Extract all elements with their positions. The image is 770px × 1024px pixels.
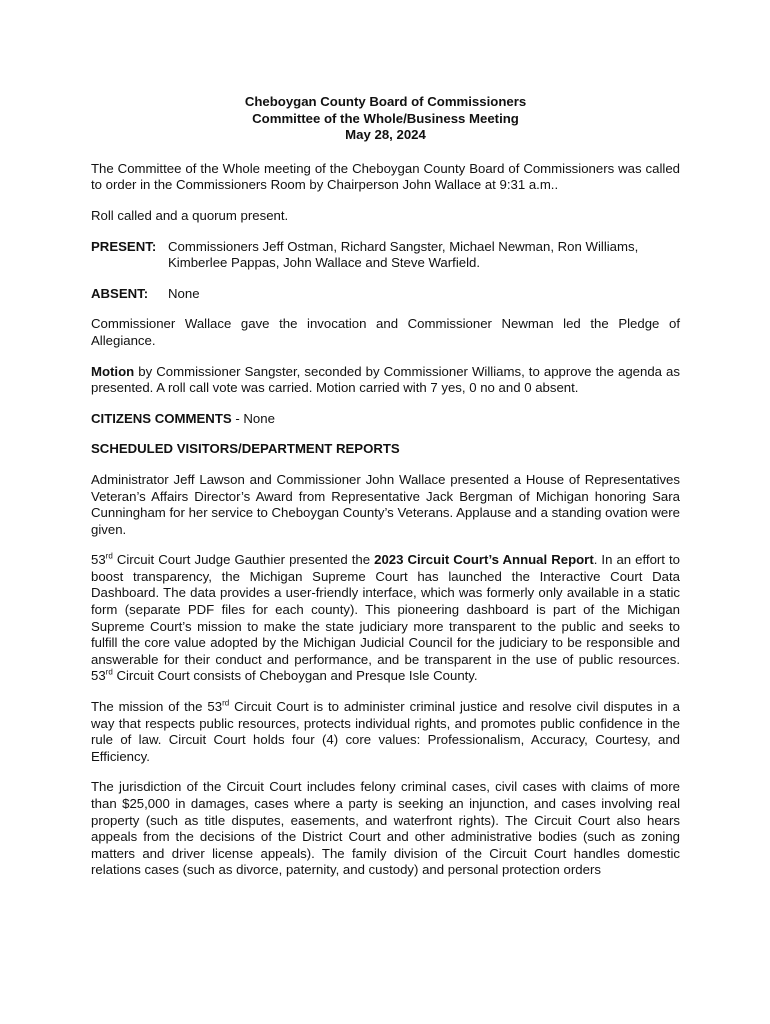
motion-paragraph — [91, 364, 680, 397]
circuit-ordinal: rd — [105, 551, 113, 561]
header-organization: Cheboygan County Board of Commissioners — [244, 94, 527, 109]
absent-row — [91, 286, 680, 303]
mission-after: Circuit Court is to administer criminal justice and resolve civil disputes in a way that respects public resources, protects individual rights, and promotes public confidence in the rule of law. Circuit Court holds four (4) core values: Professionalism, Accuracy, Courtesy, and Efficiency. — [91, 699, 680, 764]
circuit-report-intro: Circuit Court Judge Gauthier presented the — [112, 552, 375, 568]
present-value: Commissioners Jeff Ostman, Richard Sangster, Michael Newman, Ron Williams, Kimberlee Pappas, John Wallace and Steve Warfield. — [168, 238, 639, 271]
circuit-report-paragraph — [91, 552, 680, 685]
mission-number: 53 — [207, 699, 223, 715]
jurisdiction-paragraph: The jurisdiction of the Circuit Court includes felony criminal cases, civil cases with claims of more than $25,000 in damages, cases where a party is seeking an injunction, and cases involving real property (such as title disputes, easements, and waterfront rights). The Circuit Court also hears appeals from the decisions of the District Court and other administrative bodies (such as zoning matters and driver license appeals). The family division of the Circuit Court handles domestic relations cases (such as divorce, paternity, and custody) and personal protection orders — [91, 779, 680, 878]
mission-paragraph — [91, 699, 680, 765]
present-label: PRESENT: — [91, 238, 157, 254]
present-row — [91, 239, 680, 272]
scheduled-visitors-heading: SCHEDULED VISITORS/DEPARTMENT REPORTS — [91, 441, 400, 457]
motion-text: by Commissioner Sangster, seconded by Commissioner Williams, to approve the agenda as presented. A roll call vote was carried. Motion carried with 7 yes, 0 no and 0 absent. — [91, 363, 680, 396]
citizens-comments-label: CITIZENS COMMENTS — [91, 410, 232, 426]
mission-before: The mission of the — [91, 699, 208, 715]
circuit-number-2: 53 — [91, 668, 106, 684]
circuit-report-tail: Circuit Court consists of Cheboygan and Presque Isle County. — [112, 668, 478, 684]
invocation-paragraph: Commissioner Wallace gave the invocation and Commissioner Newman led the Pledge of Allegiance. — [91, 316, 680, 348]
circuit-ordinal-2: rd — [105, 668, 113, 678]
opening-paragraph: The Committee of the Whole meeting of the Cheboygan County Board of Commissioners was called to order in the Commissioners Room by Chairperson John Wallace at 9:31 a.m.. — [91, 160, 680, 193]
roll-call-paragraph: Roll called and a quorum present. — [91, 207, 289, 223]
document-header — [91, 94, 680, 144]
header-meeting-date: May 28, 2024 — [345, 127, 426, 143]
motion-label: Motion — [91, 363, 135, 379]
header-meeting-title: Committee of the Whole/Business Meeting — [252, 110, 519, 126]
absent-label: ABSENT: — [91, 285, 149, 301]
circuit-number: 53 — [91, 552, 106, 568]
circuit-report-body: . In an effort to boost transparency, the Michigan Supreme Court has launched the Interactive Court Data Dashboard. The data provides a user-friendly interface, which was formerly only available in a static form (separate PDF files for each county). This pioneering dashboard is part of the Michigan Supreme Court’s mission to make the state judiciary more transparent to the public and seeks to fulfill the core value adopted by the Michigan Judicial Council for the judiciary to be responsible and answerable for their conduct and performance, and be transparent in the use of public resources. — [91, 552, 680, 667]
mission-ordinal: rd — [222, 698, 230, 708]
citizens-comments-paragraph — [91, 411, 680, 428]
absent-value: None — [168, 285, 200, 301]
citizens-comments-text: - None — [231, 410, 275, 426]
annual-report-title: 2023 Circuit Court’s Annual Report — [374, 552, 594, 568]
award-paragraph: Administrator Jeff Lawson and Commissioner John Wallace presented a House of Representatives Veteran’s Affairs Director’s Award from Representative Jack Bergman of Michigan honoring Sara Cunningham for her service to Cheboygan County’s Veterans. Applause and a standing ovation were given. — [91, 471, 680, 537]
